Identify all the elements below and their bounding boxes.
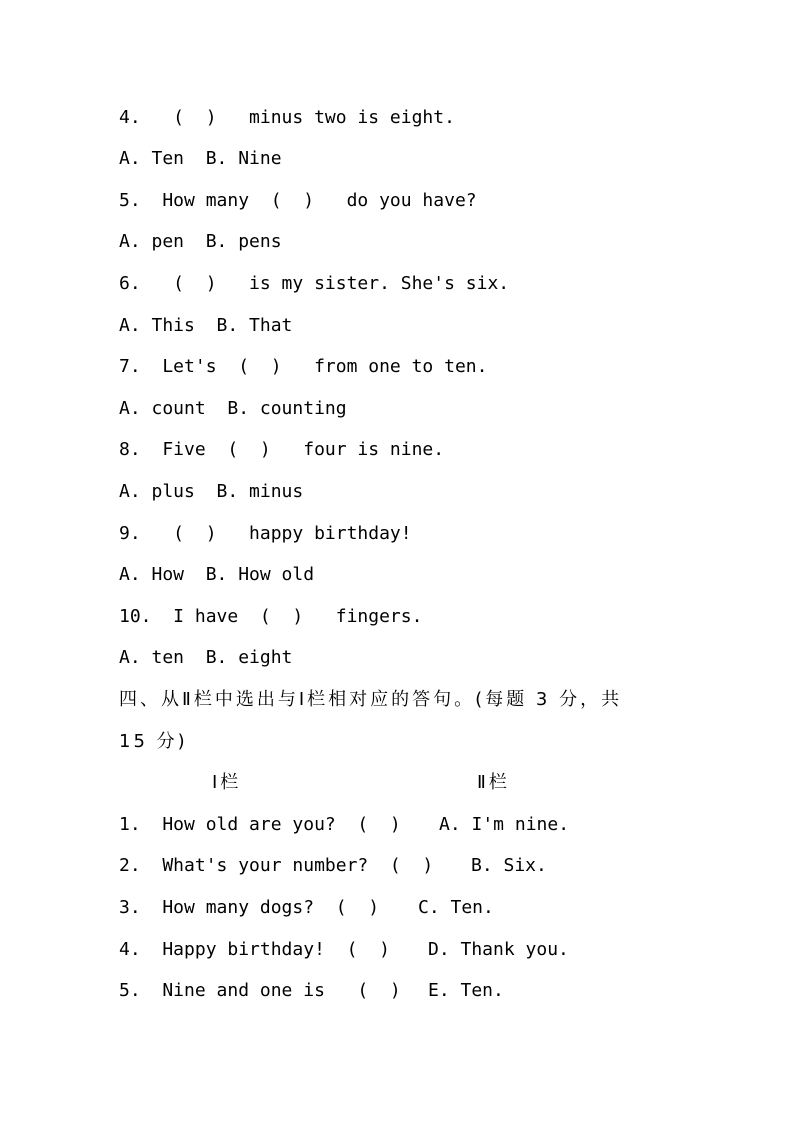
match-answer: E. Ten. xyxy=(428,980,504,1001)
match-question: 2. What's your number? ( ) xyxy=(119,855,434,876)
question-stem: 4. ( ) minus two is eight. xyxy=(119,107,455,128)
match-question: 3. How many dogs? ( ) xyxy=(119,897,380,918)
match-answer: D. Thank you. xyxy=(428,939,569,960)
question-options: A. plus B. minus xyxy=(119,481,304,502)
match-question: 4. Happy birthday! ( ) xyxy=(119,939,390,960)
question-stem: 8. Five ( ) four is nine. xyxy=(119,439,445,460)
question-options: A. pen B. pens xyxy=(119,231,282,252)
question-stem: 5. How many ( ) do you have? xyxy=(119,190,477,211)
question-stem: 10. I have ( ) fingers. xyxy=(119,606,423,627)
question-options: A. ten B. eight xyxy=(119,647,293,668)
section-heading: 四、从Ⅱ栏中选出与Ⅰ栏相对应的答句。(每题 3 分，共 xyxy=(119,689,623,710)
question-stem: 7. Let's ( ) from one to ten. xyxy=(119,356,488,377)
question-stem: 6. ( ) is my sister. She's six. xyxy=(119,273,510,294)
match-answer: A. I'm nine. xyxy=(439,814,570,835)
section-heading-cont: 15 分) xyxy=(119,731,188,752)
question-options: A. Ten B. Nine xyxy=(119,148,282,169)
column-header-1: Ⅰ栏 xyxy=(212,772,242,793)
question-options: A. This B. That xyxy=(119,315,293,336)
match-question: 1. How old are you? ( ) xyxy=(119,814,401,835)
question-options: A. count B. counting xyxy=(119,398,347,419)
column-header-2: Ⅱ栏 xyxy=(477,772,510,793)
question-options: A. How B. How old xyxy=(119,564,315,585)
match-answer: C. Ten. xyxy=(418,897,494,918)
match-question: 5. Nine and one is ( ) xyxy=(119,980,401,1001)
match-answer: B. Six. xyxy=(471,855,547,876)
question-stem: 9. ( ) happy birthday! xyxy=(119,523,412,544)
